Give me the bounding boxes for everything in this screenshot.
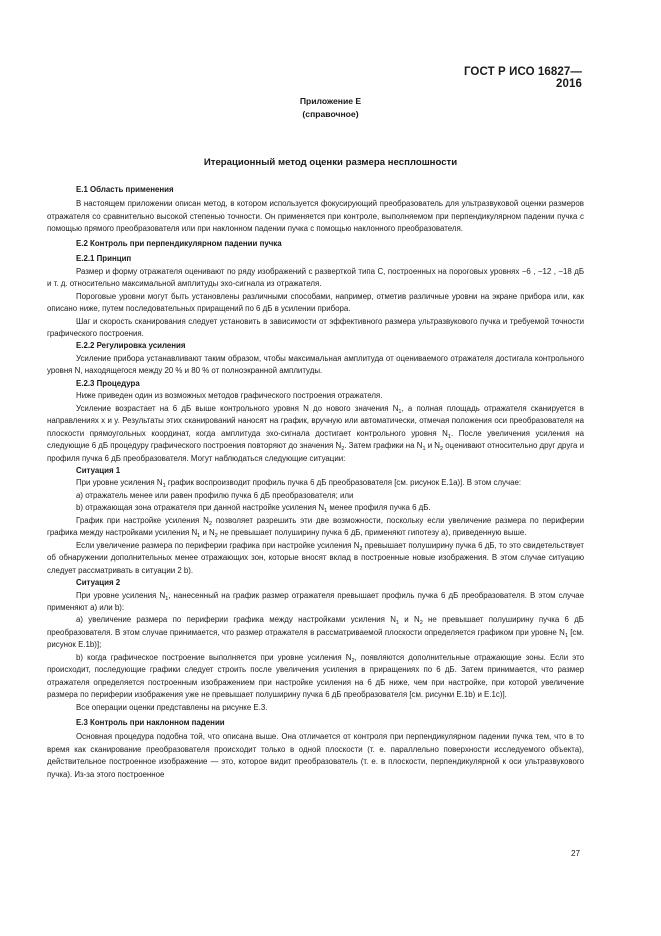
- subscript: 1: [398, 408, 402, 415]
- text-run: Усиление возрастает на 6 дБ выше контрольного уровня N до нового значения N: [76, 403, 399, 413]
- text-run: При уровне усиления N: [76, 478, 163, 488]
- text-run: , появляются дополнительные отражающие зоны. Если это происходит, последующие графики следует строить после увеличения усиления в приращениях по 6 дБ. Затем принимается, что размер отражателя определяется построенным изображением при настройке усиления на 6 дБ ниже, чем при настройке, при которой увеличение размера по периферии изображения уже не превышает полуширину пучка 6 дБ преобразователя [см. рисунки E.1b) и E.1c)].: [47, 652, 585, 700]
- text-run: и N: [425, 441, 441, 451]
- subscript: 1: [564, 632, 568, 639]
- text-run: и N: [399, 615, 420, 625]
- document-body: [47, 184, 584, 781]
- text-run: не превышает полуширину пучка 6 дБ, применяют гипотезу а), приведенную выше.: [217, 528, 527, 538]
- subsection-heading-e21: E.2.1 Принцип: [76, 254, 132, 264]
- text-run: менее профиля пучка 6 дБ.: [327, 503, 431, 513]
- subscript: 1: [447, 433, 451, 440]
- text-run: . Затем графики на N: [344, 441, 423, 451]
- subscript: 2: [419, 620, 423, 627]
- paragraph-sit1-2: [47, 515, 584, 540]
- paragraph-e22-1: Усиление прибора устанавливают таким образом, чтобы максимальная амплитуда от оцениваемого отражателя достигала контрольного уровня N, находящегося между 20 % и 80 % от полноэкранной амплитуды.: [47, 353, 584, 376]
- appendix-title: Итерационный метод оценки размера несплошности: [203, 157, 458, 168]
- text-run: b) отражающая зона отражателя при данной настройке усиления N: [76, 503, 325, 513]
- appendix-label: Приложение Е: [299, 96, 362, 106]
- subscript: 1: [422, 446, 426, 453]
- text-run: График при настройке усиления N: [76, 515, 209, 525]
- list-item-sit1-a: а) отражатель менее или равен профилю пучка 6 дБ преобразователя; или: [76, 490, 354, 500]
- section-heading-e2: E.2 Контроль при перпендикулярном падении пучка: [76, 239, 282, 249]
- subsection-heading-e23: E.2.3 Процедура: [76, 378, 140, 388]
- text-run: При уровне усиления N: [76, 590, 166, 600]
- section-heading-e1: E.1 Область применения: [76, 185, 174, 194]
- paragraph-sit2-1: [47, 590, 584, 615]
- subscript: 2: [214, 533, 218, 540]
- paragraph-e23-1: Ниже приведен один из возможных методов графического построения отражателя.: [76, 391, 383, 401]
- text-run: . После увеличения усиления на следующие 6 дБ процедуру графического построения повторяют до значения N: [47, 428, 585, 451]
- subscript: 1: [197, 533, 201, 540]
- subscript: 2: [351, 657, 355, 664]
- appendix-status: (справочное): [302, 109, 359, 119]
- subscript: 1: [162, 483, 166, 490]
- text-run: позволяет разрешить эти две возможности, поскольку если увеличение размера по периферии графика между настройками усиления N: [47, 515, 584, 538]
- paragraph-e21-2: Пороговые уровни могут быть установлены различными способами, например, отметив различные уровни на экране прибора или, как описано ниже, путем последовательных приращений по 6 дБ в усилении прибора.: [47, 291, 584, 314]
- paragraph-e21-3: Шаг и скорость сканирования следует установить в зависимости от эффективного размера ультразвукового пучка и требуемой точности графического построения.: [47, 316, 584, 338]
- text-run: b) когда графическое построение выполняется при уровне усиления N: [76, 652, 352, 662]
- text-run: график воспроизводит профиль пучка 6 дБ преобразователя [см. рисунок E.1а)]. В этом случае:: [165, 478, 522, 488]
- text-run: Если увеличение размера по периферии графика при настройке усиления N: [76, 540, 360, 550]
- paragraph-sit2-2: Все операции оценки представлены на рисунке E.3.: [76, 702, 268, 712]
- list-item-sit2-b: [47, 652, 584, 702]
- situation-1-heading: Ситуация 1: [76, 465, 121, 475]
- text-run: , а полная площадь отражателя сканируется в направлениях x и y. Результаты этих сканирований наносят на график, вручную или автоматически, отмечая положения оси преобразователя на плоскости прямоугольных координат, когда амплитуда эхо-сигнала достигает контрольного уровня N: [47, 403, 584, 438]
- paragraph-e3: Основная процедура подобна той, что описана выше. Она отличается от контроля при перпендикулярном падении пучка тем, что в то время как сканирование преобразователя происходит только в одной плоскости (т. е. параллельно поверхности исследуемого объекта), действительное построенное изображение — это, которое видит преобразователь (т. е. в плоскости, перпендикулярной к оси ультразвукового пучка). Из-за этого построенное: [47, 732, 584, 779]
- subscript: 2: [359, 545, 363, 552]
- standard-header: ГОСТ Р ИСО 16827—2016: [463, 66, 582, 90]
- subscript: 1: [324, 508, 328, 515]
- paragraph-e23-2: [47, 403, 584, 465]
- section-heading-e3: E.3 Контроль при наклонном падении: [76, 717, 225, 727]
- text-run: оценивают относительно друг друга и профиля пучка 6 дБ преобразователя. Могут наблюдаться следующие ситуации:: [47, 441, 584, 463]
- paragraph-sit1-1: [47, 477, 584, 489]
- text-run: , нанесенный на график размер отражателя превышает профиль пучка 6 дБ преобразователя. В этом случае применяют а) или b):: [47, 590, 584, 612]
- subsection-heading-e22: E.2.2 Регулировка усиления: [76, 341, 186, 351]
- subscript: 2: [208, 520, 212, 527]
- text-run: превышает полуширину пучка 6 дБ, то это свидетельствует об обнаружении дополнительных менее отражающих зон, которые вносят вклад в построенные новые изображения. В этом случае ситуацию следует рассматривать в ситуации 2 b).: [47, 540, 584, 575]
- paragraph-e21-1: Размер и форму отражателя оценивают по ряду изображений с разверткой типа С, построенных на пороговых уровнях −6 , −12 , −18 дБ и т. д. относительно максимальной амплитуды эхо-сигнала из отражателя.: [47, 266, 584, 289]
- subscript: 2: [440, 446, 444, 453]
- situation-2-heading: Ситуация 2: [76, 578, 121, 588]
- page-number: 27: [571, 849, 581, 858]
- list-item-sit1-b: [47, 502, 584, 514]
- text-run: [см. рисунок E.1b)];: [47, 627, 584, 650]
- subscript: 1: [165, 595, 169, 602]
- subscript: 1: [395, 620, 399, 627]
- subscript: 2: [341, 446, 345, 453]
- list-item-sit2-a: [47, 614, 584, 651]
- text-run: и N: [200, 528, 215, 538]
- text-run: а) увеличение размера по периферии графика между настройками усиления N: [76, 615, 396, 625]
- text-run: не превышает полуширину пучка 6 дБ преобразователя. В этом случае принимается, что размер отражателя в рассматриваемой плоскости определяется графиком при уровне N: [47, 615, 584, 637]
- paragraph-e1: В настоящем приложении описан метод, в котором используется фокусирующий преобразователь для ультразвуковой оценки размеров отражателя со сравнительно высокой степенью точности. Он применяется при контроле, выполняемом при перпендикулярном падении пучка с помощью прямого преобразователя или при наклонном падении пучка с помощью наклонного преобразователя.: [47, 199, 584, 234]
- paragraph-sit1-3: [47, 540, 584, 577]
